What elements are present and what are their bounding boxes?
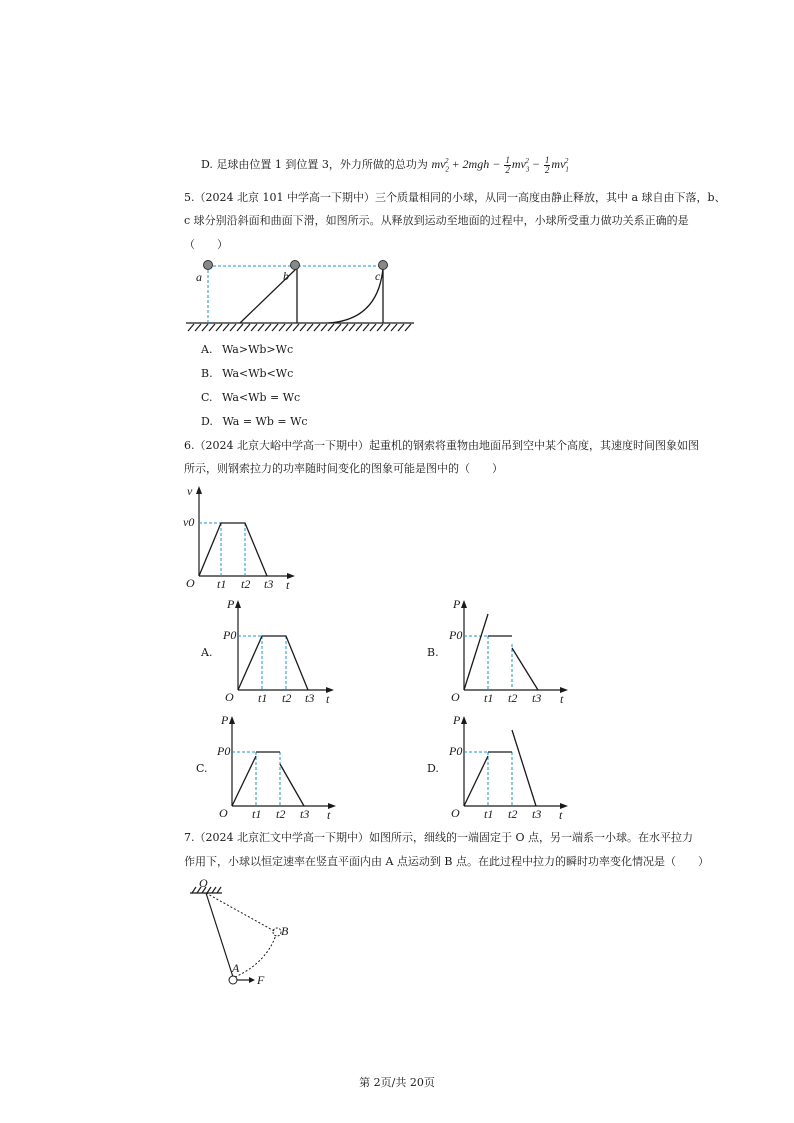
force-arrow-head [249,977,255,983]
q5-line-3: （ ） [184,238,228,251]
page-footer: 第 2页/共 20页 [359,1076,435,1089]
power-curve-rise [232,756,256,806]
power-curve-rise [464,614,488,690]
y-axis-arrow [235,600,241,608]
q6-velocity-time-graph [183,480,301,592]
q4-option-d [201,154,568,176]
t1-label: t1 [484,807,494,821]
point-o-label: O [199,877,208,890]
t2-label: t2 [282,691,292,705]
label-b: b [283,269,289,283]
x-axis-label: t [327,808,331,822]
ball-b [291,261,300,270]
p0-label: P0 [449,628,463,642]
t1-label: t1 [258,691,268,705]
y-axis-label: P [453,597,461,611]
t3-label: t3 [300,807,310,821]
q4-option-d-text: 足球由位置 1 到位置 3，外力所做的总功为 [216,158,428,171]
t3-label: t3 [532,691,542,705]
q4-option-d-formula: $mv_2^2 + 2mgh$ − $\frac{1}{2}$ $mv_3^2$ − $\frac{1}{2}$ $mv_1^2$ [431,154,569,175]
y-axis-arrow [229,716,235,724]
force-f-label: F [257,973,265,987]
t1-label: t1 [252,807,262,821]
x-axis-label: t [326,692,330,706]
x-axis-label: t [559,808,563,822]
t3-label: t3 [305,691,315,705]
q7-line-2: 作用下，小球以恒定速率在竖直平面内由 A 点运动到 B 点。在此过程中拉力的瞬时功率变化情况是（ ） [184,855,710,868]
p0-label: P0 [449,744,463,758]
y-axis-label: P [221,713,229,727]
q4-option-d-label: D. [201,158,213,171]
ball-a [229,976,237,984]
q5-option-d[interactable]: D. Wa = Wb = Wc [201,415,308,428]
q5-line-2: c 球分别沿斜面和曲面下滑，如图所示。从释放到运动至地面的过程中，小球所受重力做功关系正确的是 [184,214,689,227]
power-curve-rise [464,756,488,806]
q6-option-c-label[interactable]: C. [196,762,208,775]
t2-label: t2 [276,807,286,821]
y-axis-arrow [196,486,202,494]
v0-label: v0 [183,515,195,529]
velocity-curve [199,523,267,576]
y-axis-arrow [461,600,467,608]
t3-label: t3 [532,807,542,821]
p0-label: P0 [223,628,237,642]
t3-label: t3 [264,577,274,591]
y-axis-label: P [453,713,461,727]
fraction: $\frac{1}{2}$ [544,154,550,175]
y-axis-label: P [227,597,235,611]
power-curve-fall [512,730,536,806]
origin-label: O [451,806,460,820]
y-axis-label: v [187,484,193,498]
origin-label: O [225,690,234,704]
q5-option-b[interactable]: B. Wa<Wb<Wc [201,367,294,380]
q5-option-c[interactable]: C. Wa<Wb = Wc [201,391,301,404]
origin-label: O [186,576,195,590]
q5-figure [184,256,420,334]
p0-label: P0 [217,744,231,758]
ball-a [204,261,213,270]
q6-option-d-graph[interactable] [448,710,574,822]
t2-label: t2 [241,577,251,591]
arc-path [235,935,276,977]
label-c: c [375,269,381,283]
q7-line-1: 7.（2024 北京汇文中学高一下期中）如图所示，细线的一端固定于 O 点，另一端系一小球。在水平拉力 [184,831,693,844]
q6-option-c-graph[interactable] [216,710,342,822]
origin-label: O [451,690,460,704]
t1-label: t1 [484,691,494,705]
point-b-label: B [281,924,289,938]
t2-label: t2 [508,691,518,705]
ground-hatch [188,324,411,331]
q5-option-a[interactable]: A. Wa>Wb>Wc [201,343,294,356]
x-axis-label: t [560,692,564,706]
q6-line-2: 所示，则钢索拉力的功率随时间变化的图象可能是图中的（ ） [184,462,503,475]
t2-label: t2 [508,807,518,821]
q6-option-a-graph[interactable] [222,594,340,706]
fraction: $\frac{1}{2}$ [505,154,510,175]
point-a-label: A [232,961,240,975]
power-curve [238,636,308,690]
origin-label: O [219,806,228,820]
power-curve-fall [280,764,304,806]
power-curve-fall [512,648,538,690]
string-solid [206,893,233,977]
q6-line-1: 6.（2024 北京大峪中学高一下期中）起重机的钢索将重物由地面吊到空中某个高度，其速度时间图象如图 [184,439,699,452]
t1-label: t1 [217,577,227,591]
ball-b [273,928,281,936]
q6-option-d-label[interactable]: D. [427,762,439,775]
label-a: a [196,270,202,284]
q5-line-1: 5.（2024 北京 101 中学高一下期中）三个质量相同的小球，从同一高度由静止释放，其中 a 球自由下落，b、 [184,191,726,204]
q7-pendulum-figure [184,877,294,991]
q6-option-b-label[interactable]: B. [427,646,439,659]
y-axis-arrow [461,716,467,724]
q6-option-a-label[interactable]: A. [201,646,213,659]
q6-option-b-graph[interactable] [448,594,574,706]
x-axis-label: t [286,578,290,592]
